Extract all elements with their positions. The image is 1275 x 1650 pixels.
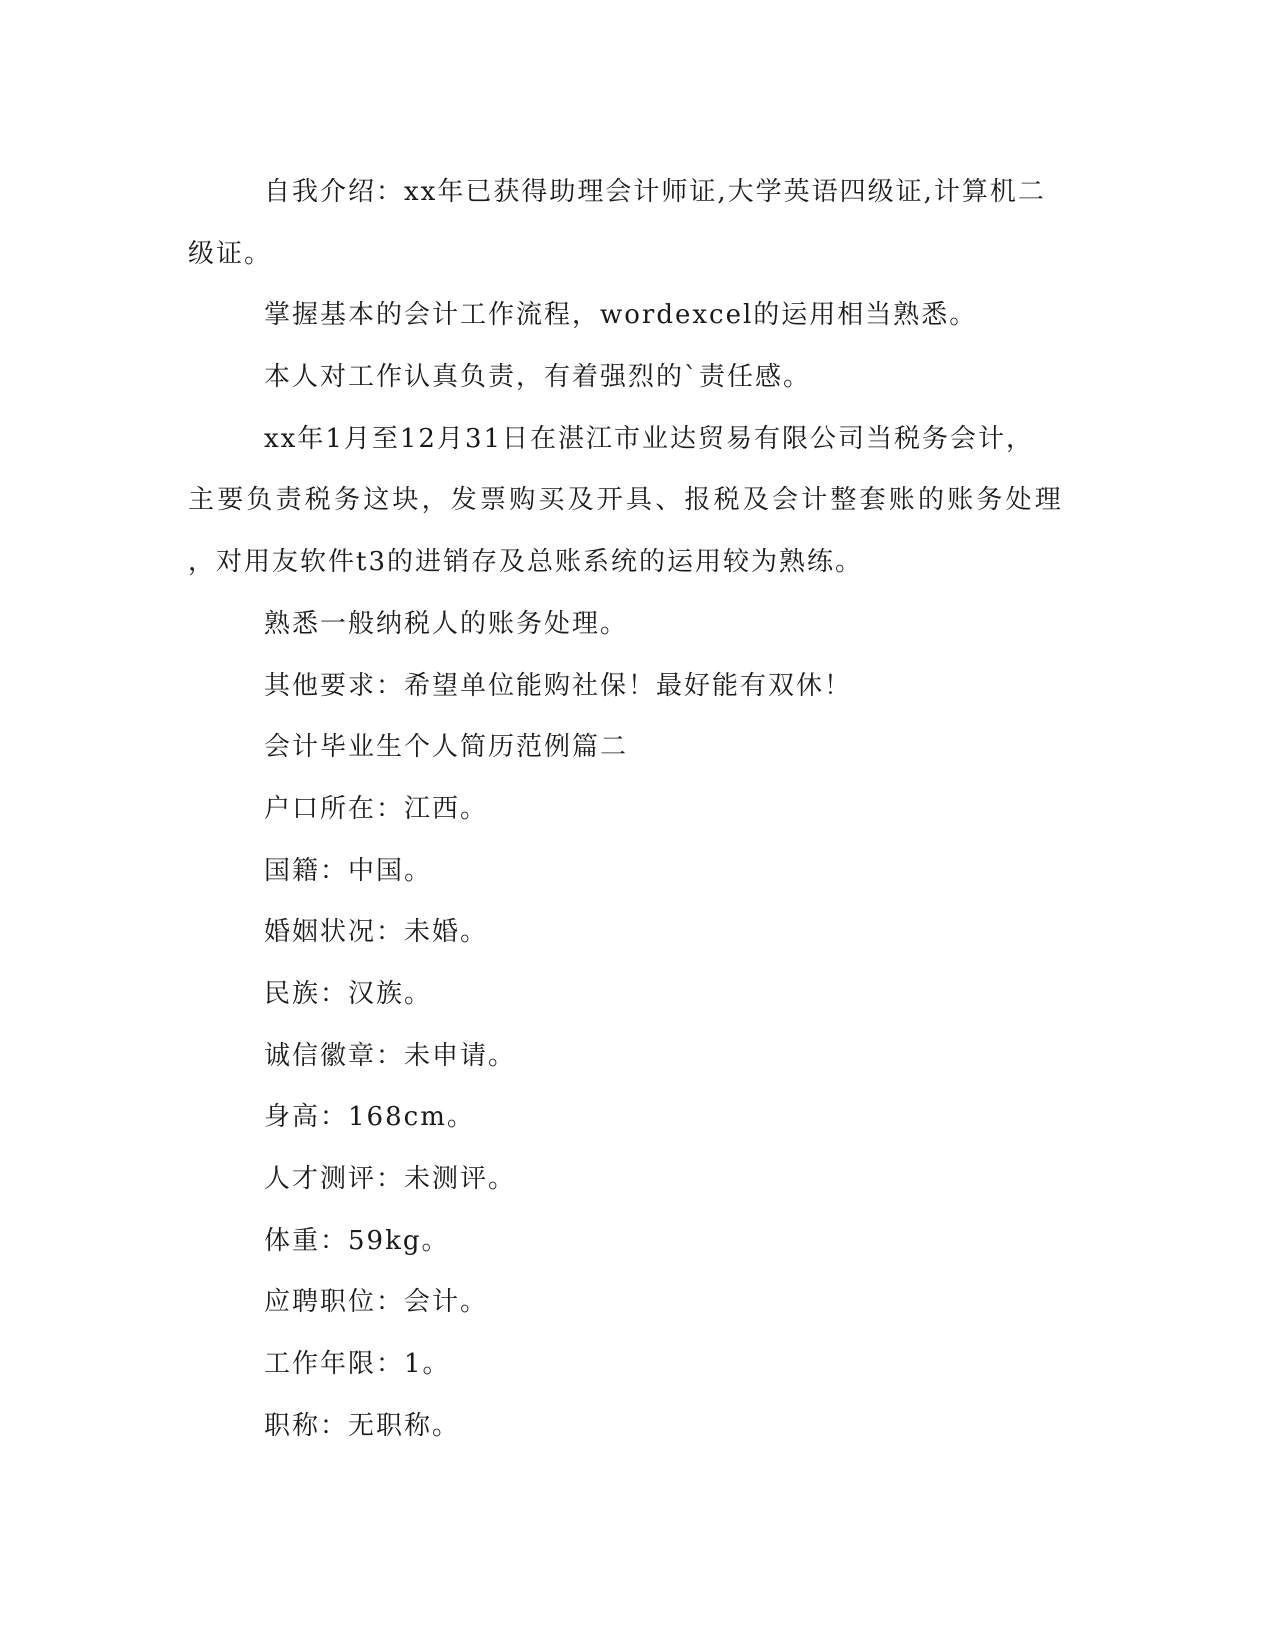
field-hukou: 户口所在：江西。 bbox=[264, 793, 489, 824]
paragraph-self-intro-line-1: 自我介绍：xx年已获得助理会计师证,大学英语四级证,计算机二 bbox=[264, 177, 1046, 207]
field-position: 应聘职位：会计。 bbox=[264, 1287, 489, 1318]
paragraph-responsibility: 本人对工作认真负责，有着强烈的`责任感。 bbox=[264, 362, 812, 393]
field-height: 身高：168cm。 bbox=[264, 1102, 475, 1133]
paragraph-self-intro-line-2: 级证。 bbox=[188, 238, 273, 269]
field-weight: 体重：59kg。 bbox=[264, 1225, 450, 1256]
field-marital-status: 婚姻状况：未婚。 bbox=[264, 917, 489, 948]
field-nationality: 国籍：中国。 bbox=[264, 855, 433, 886]
field-work-years: 工作年限：1。 bbox=[264, 1349, 451, 1380]
paragraph-other-requirements: 其他要求：希望单位能购社保！最好能有双休！ bbox=[264, 670, 853, 701]
paragraph-experience-line-1: xx年1月至12月31日在湛江市业达贸易有限公司当税务会计， bbox=[264, 423, 1035, 454]
paragraph-skills: 掌握基本的会计工作流程，wordexcel的运用相当熟悉。 bbox=[264, 300, 978, 331]
section-heading: 会计毕业生个人简历范例篇二 bbox=[264, 732, 629, 763]
paragraph-experience-line-3: ，对用友软件t3的进销存及总账系统的运用较为熟练。 bbox=[188, 547, 863, 578]
paragraph-experience-line-2: 主要负责税务这块，发票购买及开具、报税及会计整套账的账务处理 bbox=[188, 485, 1065, 516]
paragraph-taxpayer: 熟悉一般纳税人的账务处理。 bbox=[264, 608, 629, 639]
field-talent-assessment: 人才测评：未测评。 bbox=[264, 1164, 517, 1194]
field-integrity-badge: 诚信徽章：未申请。 bbox=[264, 1040, 517, 1071]
field-title: 职称：无职称。 bbox=[264, 1410, 461, 1441]
document-body bbox=[188, 162, 1068, 1457]
field-ethnicity: 民族：汉族。 bbox=[264, 978, 433, 1009]
